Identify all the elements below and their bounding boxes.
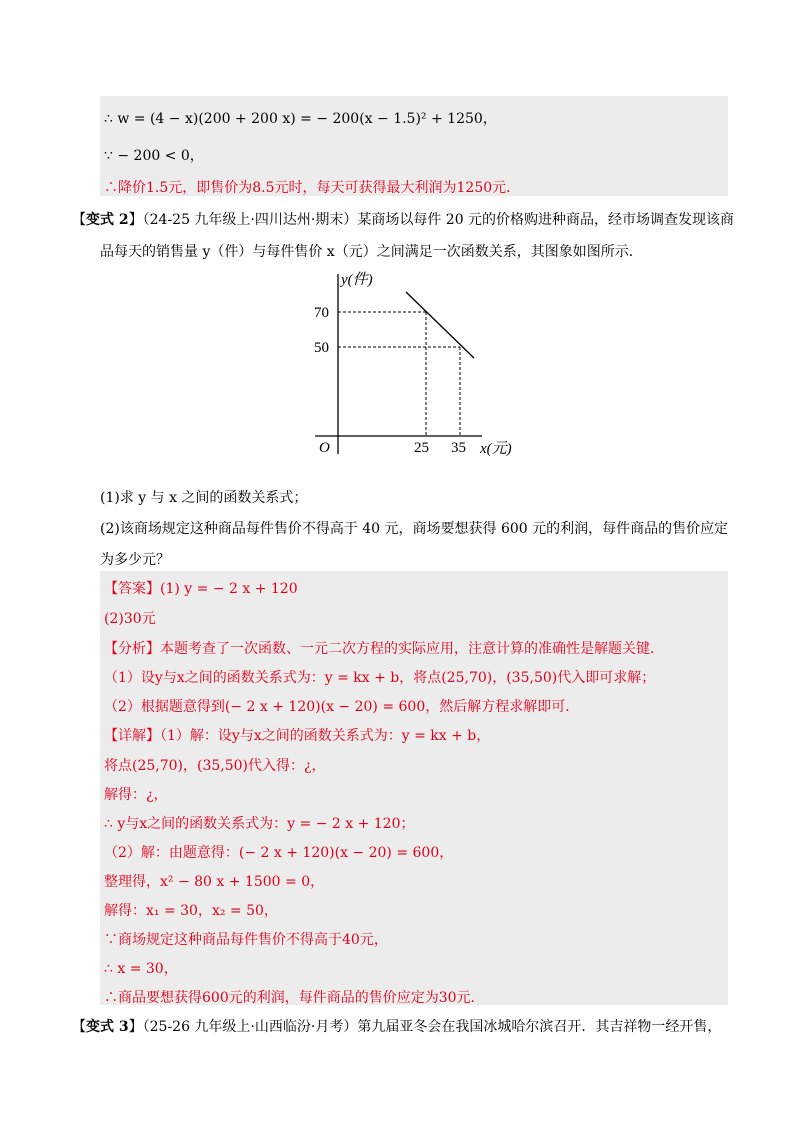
variant3-tag: 变式 3 [86,1019,129,1035]
answer-line-1 [104,578,298,598]
detail-7: 解得：x₁ = 30，x₂ = 50， [104,903,278,919]
answer-2: (2)30元 [104,611,156,627]
variant3-bracket-close: 】 [128,1019,143,1035]
detail-6: 整理得，x² − 80 x + 1500 = 0， [104,874,325,890]
variant3-problem-text1: （25-26 九年级上·山西临汾·月考）第九届亚冬会在我国冰城哈尔滨召开．其吉祥物一经开售， [142,1019,722,1035]
y-tick-70: 70 [314,305,329,321]
analysis-tag: 【分析】 [104,641,160,657]
x-axis-label: x(元) [480,441,512,457]
question-2-line1: (2)该商场规定这种商品每件售价不得高于 40 元，商场要想获得 600 元的利润，每件商品的售价应定 [100,521,729,537]
y-tick-50: 50 [314,340,329,356]
function-line [406,292,474,358]
origin-label: O [319,440,330,456]
variant3-bracket-open: 【 [72,1019,86,1035]
analysis-text: 本题考查了一次函数、一元二次方程的实际应用，注意计算的准确性是解题关键． [160,641,664,657]
detail-10: ∴商品要想获得600元的利润，每件商品的售价应定为30元． [104,990,485,1006]
answer-tag: 【答案】 [104,581,160,597]
analysis-2: （2）根据题意得到(− 2 x + 120)(x − 20) = 600，然后解方程求解即可． [104,699,580,715]
analysis-1: （1）设y与x之间的函数关系式为：y = kx + b，将点(25,70)，(35,50)代入即可求解； [104,670,656,686]
variant2-bracket-close: 】 [128,212,143,228]
question-1: (1)求 y 与 x 之间的函数关系式； [100,490,308,506]
answer-1: (1) y = − 2 x + 120 [160,581,298,597]
variant3-problem-line1 [72,1016,721,1036]
variant2-problem-line2: 品每天的销售量 y（件）与每件售价 x（元）之间满足一次函数关系，其图象如图所示． [100,244,643,260]
question-2-line2: 为多少元？ [100,552,170,568]
variant2-tag: 变式 2 [86,212,129,228]
x-tick-25: 25 [414,440,429,456]
detail-2: 将点(25,70)，(35,50)代入得：¿， [104,758,326,774]
variant2-problem-text1: （24-25 九年级上·四川达州·期末）某商场以每件 20 元的价格购进种商品，经市场调查发现该商 [142,212,735,228]
detail-3: 解得：¿， [104,787,168,803]
variant2-bracket-open: 【 [72,212,86,228]
top-line-1: ∴ w = (4 − x)(200 + 200 x) = − 200(x − 1.5)² + 1250， [104,111,497,127]
variant2-problem-line1 [72,209,734,229]
x-tick-35: 35 [451,440,466,456]
detail-5: （2）解：由题意得：(− 2 x + 120)(x − 20) = 600， [104,845,454,861]
function-graph [300,262,530,462]
detail-9: ∴ x = 30， [104,961,178,977]
detail-line-1 [104,725,490,745]
top-line-3: ∴降价1.5元，即售价为8.5元时，每天可获得最大利润为1250元． [104,180,521,196]
y-axis-label: y(件) [341,272,373,288]
analysis-line [104,638,664,658]
detail-1: （1）解：设y与x之间的函数关系式为：y = kx + b， [160,728,491,744]
detail-8: ∵商场规定这种商品每件售价不得高于40元， [104,932,388,948]
detail-4: ∴ y与x之间的函数关系式为：y = − 2 x + 120； [104,816,415,832]
detail-tag: 【详解】 [104,728,160,744]
top-line-2: ∵ − 200 < 0， [104,148,204,164]
